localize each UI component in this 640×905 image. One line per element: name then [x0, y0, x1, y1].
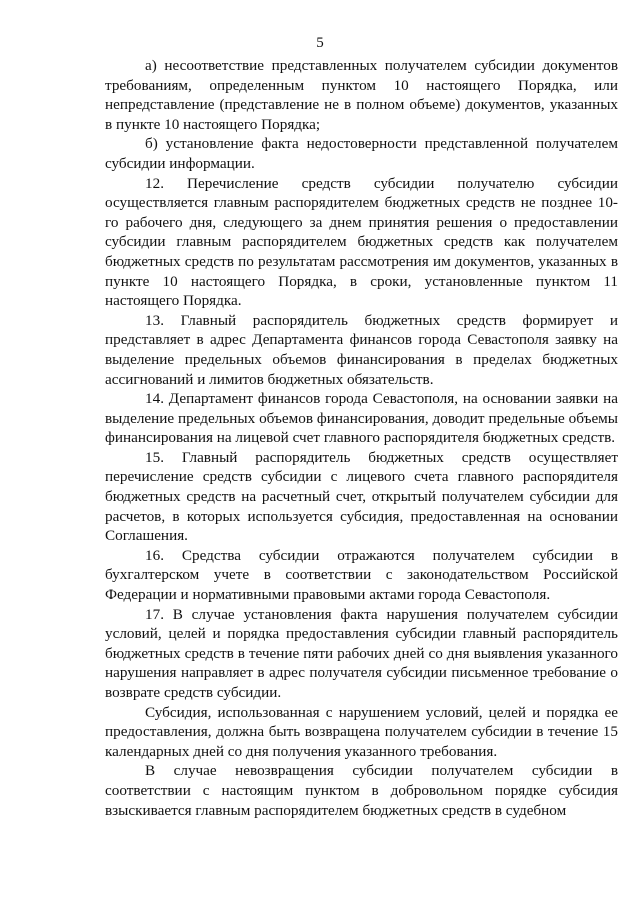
page-number: 5	[316, 35, 324, 51]
paragraph-15: 15. Главный распорядитель бюджетных средств осуществляет перечисление средств субсидии с лицевого счета главного распорядителя бюджетных средств на расчетный счет, открытый получателем субсидии для расчетов, в которых используется субсидия, предоставленная на основании Соглашения.	[105, 448, 618, 545]
paragraph-14: 14. Департамент финансов города Севастополя, на основании заявки на выделение предельных объемов финансирования, доводит предельные объемы финансирования на лицевой счет главного распорядителя бюджетных средств.	[105, 390, 618, 447]
paragraph-16: 16. Средства субсидии отражаются получателем субсидии в бухгалтерском учете в соответствии с законодательством Российской Федерации и нормативными правовыми актами города Севастополя.	[105, 546, 618, 604]
paragraph-13: 13. Главный распорядитель бюджетных средств формирует и представляет в адрес Департамента финансов города Севастополя заявку на выделение предельных объемов финансирования в пределах бюджетных ассигнований и лимитов бюджетных обязательств.	[105, 311, 618, 388]
paragraph-12: 12. Перечисление средств субсидии получателю субсидии осуществляется главным распорядителем бюджетных средств не позднее 10-го рабочего дня, следующего за днем принятия решения о предоставлении субсидии главным распорядителем бюджетных средств как получателем бюджетных средств по результатам рассмотрения им документов, указанных в пункте 10 настоящего Порядка, в сроки, установленные пунктом 11 настоящего Порядка.	[105, 174, 618, 310]
document-body	[105, 56, 618, 820]
paragraph-17-enforcement: В случае невозвращения субсидии получателем субсидии в соответствии с настоящим пунктом в добровольном порядке субсидия взыскивается главным распорядителем бюджетных средств в судебном	[105, 762, 618, 819]
paragraph-17-return: Субсидия, использованная с нарушением условий, целей и порядка ее предоставления, должна быть возвращена получателем субсидии в течение 15 календарных дней со дня получения указанного требования.	[105, 703, 618, 760]
paragraph-item-a: а) несоответствие представленных получателем субсидии документов требованиям, определенным пунктом 10 настоящего Порядка, или непредставление (представление не в полном объеме) документов, указанных в пункте 10 настоящего Порядка;	[105, 57, 618, 133]
paragraph-item-b: б) установление факта недостоверности представленной получателем субсидии информации.	[105, 135, 618, 172]
paragraph-17: 17. В случае установления факта нарушения получателем субсидии условий, целей и порядка предоставления субсидии главный распорядитель бюджетных средств в течение пяти рабочих дней со дня выявления указанного нарушения направляет в адрес получателя субсидии письменное требование о возврате средств субсидии.	[105, 605, 618, 701]
